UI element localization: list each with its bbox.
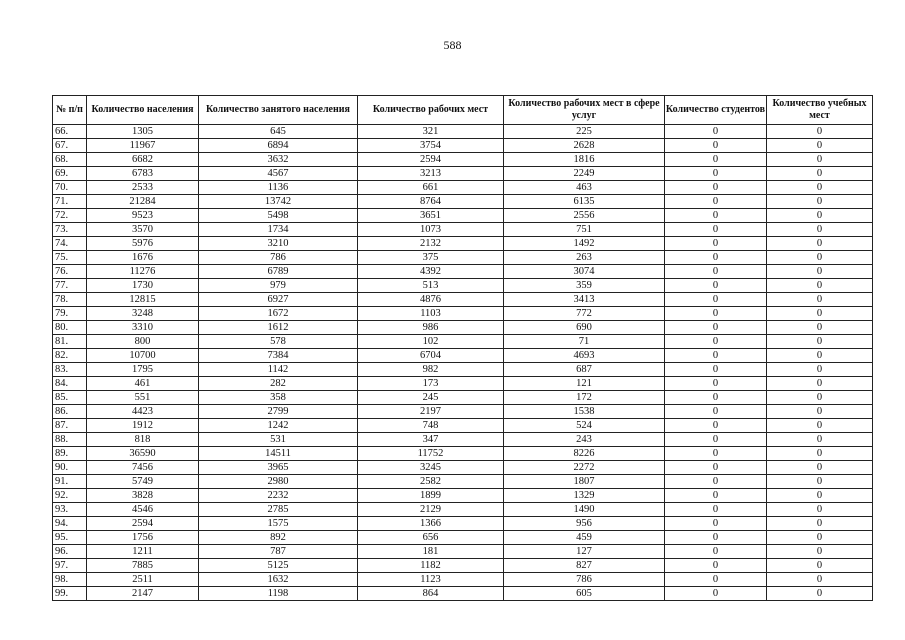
- row-number: 67.: [53, 139, 87, 153]
- study-places-cell: 0: [767, 377, 873, 391]
- students-cell: 0: [665, 447, 767, 461]
- table-row: [53, 377, 873, 391]
- jobs-cell: 2129: [358, 503, 504, 517]
- service-jobs-cell: 1807: [504, 475, 665, 489]
- population-cell: 21284: [87, 195, 199, 209]
- study-places-cell: 0: [767, 265, 873, 279]
- employed-cell: 4567: [199, 167, 358, 181]
- service-jobs-cell: 225: [504, 125, 665, 139]
- row-number: 85.: [53, 391, 87, 405]
- study-places-cell: 0: [767, 391, 873, 405]
- row-number: 70.: [53, 181, 87, 195]
- service-jobs-cell: 827: [504, 559, 665, 573]
- row-number: 76.: [53, 265, 87, 279]
- employed-cell: 645: [199, 125, 358, 139]
- row-number: 95.: [53, 531, 87, 545]
- jobs-cell: 3651: [358, 209, 504, 223]
- jobs-cell: 3754: [358, 139, 504, 153]
- study-places-cell: 0: [767, 349, 873, 363]
- table-row: [53, 489, 873, 503]
- study-places-cell: 0: [767, 209, 873, 223]
- table-row: [53, 447, 873, 461]
- row-number: 97.: [53, 559, 87, 573]
- employed-cell: 6927: [199, 293, 358, 307]
- population-cell: 1305: [87, 125, 199, 139]
- service-jobs-cell: 2249: [504, 167, 665, 181]
- table-row: [53, 405, 873, 419]
- service-jobs-cell: 2272: [504, 461, 665, 475]
- table-row: [53, 209, 873, 223]
- population-cell: 1730: [87, 279, 199, 293]
- row-number: 78.: [53, 293, 87, 307]
- employed-cell: 1142: [199, 363, 358, 377]
- jobs-cell: 4392: [358, 265, 504, 279]
- study-places-cell: 0: [767, 321, 873, 335]
- jobs-cell: 1073: [358, 223, 504, 237]
- population-cell: 9523: [87, 209, 199, 223]
- service-jobs-cell: 1329: [504, 489, 665, 503]
- service-jobs-cell: 127: [504, 545, 665, 559]
- row-number: 92.: [53, 489, 87, 503]
- service-jobs-cell: 786: [504, 573, 665, 587]
- population-cell: 3248: [87, 307, 199, 321]
- population-cell: 11967: [87, 139, 199, 153]
- employed-cell: 6894: [199, 139, 358, 153]
- row-number: 77.: [53, 279, 87, 293]
- jobs-cell: 3245: [358, 461, 504, 475]
- employed-cell: 1136: [199, 181, 358, 195]
- jobs-cell: 321: [358, 125, 504, 139]
- students-cell: 0: [665, 377, 767, 391]
- study-places-cell: 0: [767, 405, 873, 419]
- population-cell: 7456: [87, 461, 199, 475]
- service-jobs-cell: 243: [504, 433, 665, 447]
- students-cell: 0: [665, 223, 767, 237]
- students-cell: 0: [665, 167, 767, 181]
- study-places-cell: 0: [767, 433, 873, 447]
- employed-cell: 7384: [199, 349, 358, 363]
- service-jobs-cell: 172: [504, 391, 665, 405]
- row-number: 72.: [53, 209, 87, 223]
- population-cell: 10700: [87, 349, 199, 363]
- row-number: 75.: [53, 251, 87, 265]
- population-cell: 36590: [87, 447, 199, 461]
- study-places-cell: 0: [767, 139, 873, 153]
- study-places-cell: 0: [767, 587, 873, 601]
- jobs-cell: 864: [358, 587, 504, 601]
- service-jobs-cell: 2628: [504, 139, 665, 153]
- jobs-cell: 347: [358, 433, 504, 447]
- table-row: [53, 461, 873, 475]
- students-cell: 0: [665, 559, 767, 573]
- jobs-cell: 8764: [358, 195, 504, 209]
- table-row: [53, 279, 873, 293]
- employed-cell: 892: [199, 531, 358, 545]
- service-jobs-cell: 3413: [504, 293, 665, 307]
- students-cell: 0: [665, 251, 767, 265]
- employed-cell: 531: [199, 433, 358, 447]
- service-jobs-cell: 1492: [504, 237, 665, 251]
- population-cell: 2594: [87, 517, 199, 531]
- jobs-cell: 2582: [358, 475, 504, 489]
- row-number: 68.: [53, 153, 87, 167]
- row-number: 79.: [53, 307, 87, 321]
- row-number: 83.: [53, 363, 87, 377]
- study-places-cell: 0: [767, 237, 873, 251]
- row-number: 66.: [53, 125, 87, 139]
- population-cell: 7885: [87, 559, 199, 573]
- service-jobs-cell: 8226: [504, 447, 665, 461]
- students-cell: 0: [665, 125, 767, 139]
- population-cell: 1912: [87, 419, 199, 433]
- page-number: 588: [443, 38, 462, 52]
- table-row: [53, 349, 873, 363]
- students-cell: 0: [665, 153, 767, 167]
- jobs-cell: 4876: [358, 293, 504, 307]
- population-cell: 5749: [87, 475, 199, 489]
- row-number: 71.: [53, 195, 87, 209]
- table-row: [53, 475, 873, 489]
- table-row: [53, 391, 873, 405]
- students-cell: 0: [665, 433, 767, 447]
- table-row: [53, 545, 873, 559]
- employed-cell: 5498: [199, 209, 358, 223]
- row-number: 73.: [53, 223, 87, 237]
- study-places-cell: 0: [767, 251, 873, 265]
- row-number: 90.: [53, 461, 87, 475]
- table-row: [53, 251, 873, 265]
- students-cell: 0: [665, 391, 767, 405]
- table-body: [53, 125, 873, 601]
- jobs-cell: 173: [358, 377, 504, 391]
- column-header-number: № п/п: [53, 96, 87, 125]
- employed-cell: 358: [199, 391, 358, 405]
- service-jobs-cell: 956: [504, 517, 665, 531]
- employed-cell: 14511: [199, 447, 358, 461]
- study-places-cell: 0: [767, 461, 873, 475]
- study-places-cell: 0: [767, 167, 873, 181]
- service-jobs-cell: 71: [504, 335, 665, 349]
- study-places-cell: 0: [767, 419, 873, 433]
- column-header-study-places: Количество учебных мест: [767, 96, 873, 125]
- study-places-cell: 0: [767, 363, 873, 377]
- service-jobs-cell: 690: [504, 321, 665, 335]
- study-places-cell: 0: [767, 307, 873, 321]
- population-cell: 5976: [87, 237, 199, 251]
- students-cell: 0: [665, 139, 767, 153]
- employed-cell: 3210: [199, 237, 358, 251]
- table-row: [53, 419, 873, 433]
- population-cell: 2147: [87, 587, 199, 601]
- table-row: [53, 559, 873, 573]
- students-cell: 0: [665, 293, 767, 307]
- employed-cell: 3632: [199, 153, 358, 167]
- column-header-population: Количество населения: [87, 96, 199, 125]
- row-number: 82.: [53, 349, 87, 363]
- table-row: [53, 531, 873, 545]
- students-cell: 0: [665, 321, 767, 335]
- students-cell: 0: [665, 195, 767, 209]
- service-jobs-cell: 1490: [504, 503, 665, 517]
- students-cell: 0: [665, 461, 767, 475]
- students-cell: 0: [665, 531, 767, 545]
- row-number: 98.: [53, 573, 87, 587]
- students-cell: 0: [665, 349, 767, 363]
- row-number: 99.: [53, 587, 87, 601]
- population-cell: 1211: [87, 545, 199, 559]
- employed-cell: 13742: [199, 195, 358, 209]
- jobs-cell: 3213: [358, 167, 504, 181]
- row-number: 94.: [53, 517, 87, 531]
- jobs-cell: 181: [358, 545, 504, 559]
- population-cell: 2511: [87, 573, 199, 587]
- employed-cell: 282: [199, 377, 358, 391]
- service-jobs-cell: 6135: [504, 195, 665, 209]
- study-places-cell: 0: [767, 223, 873, 237]
- employed-cell: 1672: [199, 307, 358, 321]
- study-places-cell: 0: [767, 475, 873, 489]
- service-jobs-cell: 359: [504, 279, 665, 293]
- service-jobs-cell: 751: [504, 223, 665, 237]
- service-jobs-cell: 1816: [504, 153, 665, 167]
- study-places-cell: 0: [767, 335, 873, 349]
- row-number: 89.: [53, 447, 87, 461]
- students-cell: 0: [665, 405, 767, 419]
- employed-cell: 6789: [199, 265, 358, 279]
- table-header-row: [53, 96, 873, 125]
- jobs-cell: 986: [358, 321, 504, 335]
- jobs-cell: 375: [358, 251, 504, 265]
- population-cell: 3570: [87, 223, 199, 237]
- study-places-cell: 0: [767, 503, 873, 517]
- service-jobs-cell: 4693: [504, 349, 665, 363]
- service-jobs-cell: 459: [504, 531, 665, 545]
- row-number: 69.: [53, 167, 87, 181]
- population-cell: 12815: [87, 293, 199, 307]
- students-cell: 0: [665, 279, 767, 293]
- population-cell: 6682: [87, 153, 199, 167]
- service-jobs-cell: 3074: [504, 265, 665, 279]
- jobs-cell: 748: [358, 419, 504, 433]
- jobs-cell: 2132: [358, 237, 504, 251]
- service-jobs-cell: 121: [504, 377, 665, 391]
- jobs-cell: 982: [358, 363, 504, 377]
- jobs-cell: 2197: [358, 405, 504, 419]
- population-cell: 818: [87, 433, 199, 447]
- row-number: 96.: [53, 545, 87, 559]
- students-cell: 0: [665, 489, 767, 503]
- table-row: [53, 321, 873, 335]
- table-row: [53, 503, 873, 517]
- jobs-cell: 245: [358, 391, 504, 405]
- study-places-cell: 0: [767, 293, 873, 307]
- row-number: 87.: [53, 419, 87, 433]
- employed-cell: 1632: [199, 573, 358, 587]
- students-cell: 0: [665, 503, 767, 517]
- employed-cell: 3965: [199, 461, 358, 475]
- column-header-service-jobs: Количество рабочих мест в сфере услуг: [504, 96, 665, 125]
- employed-cell: 1198: [199, 587, 358, 601]
- employed-cell: 786: [199, 251, 358, 265]
- employed-cell: 1575: [199, 517, 358, 531]
- students-cell: 0: [665, 209, 767, 223]
- table-row: [53, 181, 873, 195]
- row-number: 80.: [53, 321, 87, 335]
- study-places-cell: 0: [767, 447, 873, 461]
- table-row: [53, 363, 873, 377]
- students-cell: 0: [665, 517, 767, 531]
- students-cell: 0: [665, 363, 767, 377]
- population-cell: 1795: [87, 363, 199, 377]
- jobs-cell: 656: [358, 531, 504, 545]
- table-row: [53, 307, 873, 321]
- students-cell: 0: [665, 475, 767, 489]
- employed-cell: 1242: [199, 419, 358, 433]
- table-row: [53, 265, 873, 279]
- population-cell: 800: [87, 335, 199, 349]
- jobs-cell: 6704: [358, 349, 504, 363]
- table-row: [53, 125, 873, 139]
- table-row: [53, 153, 873, 167]
- jobs-cell: 1103: [358, 307, 504, 321]
- table-row: [53, 195, 873, 209]
- population-cell: 6783: [87, 167, 199, 181]
- table-row: [53, 335, 873, 349]
- jobs-cell: 102: [358, 335, 504, 349]
- service-jobs-cell: 605: [504, 587, 665, 601]
- employed-cell: 2799: [199, 405, 358, 419]
- students-cell: 0: [665, 237, 767, 251]
- table-row: [53, 167, 873, 181]
- row-number: 93.: [53, 503, 87, 517]
- population-cell: 461: [87, 377, 199, 391]
- students-cell: 0: [665, 587, 767, 601]
- employed-cell: 1612: [199, 321, 358, 335]
- employed-cell: 5125: [199, 559, 358, 573]
- population-cell: 11276: [87, 265, 199, 279]
- row-number: 84.: [53, 377, 87, 391]
- jobs-cell: 1182: [358, 559, 504, 573]
- table-row: [53, 517, 873, 531]
- table-row: [53, 139, 873, 153]
- students-cell: 0: [665, 419, 767, 433]
- service-jobs-cell: 687: [504, 363, 665, 377]
- row-number: 81.: [53, 335, 87, 349]
- study-places-cell: 0: [767, 531, 873, 545]
- population-cell: 3310: [87, 321, 199, 335]
- table-row: [53, 237, 873, 251]
- population-cell: 4423: [87, 405, 199, 419]
- study-places-cell: 0: [767, 573, 873, 587]
- service-jobs-cell: 263: [504, 251, 665, 265]
- study-places-cell: 0: [767, 559, 873, 573]
- row-number: 91.: [53, 475, 87, 489]
- table-row: [53, 587, 873, 601]
- table-row: [53, 223, 873, 237]
- study-places-cell: 0: [767, 279, 873, 293]
- employed-cell: 1734: [199, 223, 358, 237]
- statistics-table: [52, 95, 873, 601]
- jobs-cell: 513: [358, 279, 504, 293]
- study-places-cell: 0: [767, 489, 873, 503]
- jobs-cell: 2594: [358, 153, 504, 167]
- employed-cell: 2232: [199, 489, 358, 503]
- study-places-cell: 0: [767, 125, 873, 139]
- service-jobs-cell: 772: [504, 307, 665, 321]
- table-row: [53, 573, 873, 587]
- students-cell: 0: [665, 545, 767, 559]
- employed-cell: 578: [199, 335, 358, 349]
- study-places-cell: 0: [767, 195, 873, 209]
- service-jobs-cell: 463: [504, 181, 665, 195]
- jobs-cell: 661: [358, 181, 504, 195]
- jobs-cell: 1366: [358, 517, 504, 531]
- employed-cell: 787: [199, 545, 358, 559]
- population-cell: 551: [87, 391, 199, 405]
- students-cell: 0: [665, 335, 767, 349]
- population-cell: 1676: [87, 251, 199, 265]
- table-row: [53, 433, 873, 447]
- column-header-jobs: Количество рабочих мест: [358, 96, 504, 125]
- students-cell: 0: [665, 181, 767, 195]
- service-jobs-cell: 2556: [504, 209, 665, 223]
- row-number: 86.: [53, 405, 87, 419]
- row-number: 74.: [53, 237, 87, 251]
- study-places-cell: 0: [767, 517, 873, 531]
- population-cell: 3828: [87, 489, 199, 503]
- table-row: [53, 293, 873, 307]
- column-header-employed-population: Количество занятого населения: [199, 96, 358, 125]
- service-jobs-cell: 524: [504, 419, 665, 433]
- population-cell: 4546: [87, 503, 199, 517]
- students-cell: 0: [665, 573, 767, 587]
- jobs-cell: 11752: [358, 447, 504, 461]
- employed-cell: 2785: [199, 503, 358, 517]
- service-jobs-cell: 1538: [504, 405, 665, 419]
- jobs-cell: 1123: [358, 573, 504, 587]
- study-places-cell: 0: [767, 153, 873, 167]
- population-cell: 2533: [87, 181, 199, 195]
- employed-cell: 2980: [199, 475, 358, 489]
- jobs-cell: 1899: [358, 489, 504, 503]
- row-number: 88.: [53, 433, 87, 447]
- study-places-cell: 0: [767, 181, 873, 195]
- study-places-cell: 0: [767, 545, 873, 559]
- students-cell: 0: [665, 265, 767, 279]
- population-cell: 1756: [87, 531, 199, 545]
- column-header-students: Количество студентов: [665, 96, 767, 125]
- employed-cell: 979: [199, 279, 358, 293]
- students-cell: 0: [665, 307, 767, 321]
